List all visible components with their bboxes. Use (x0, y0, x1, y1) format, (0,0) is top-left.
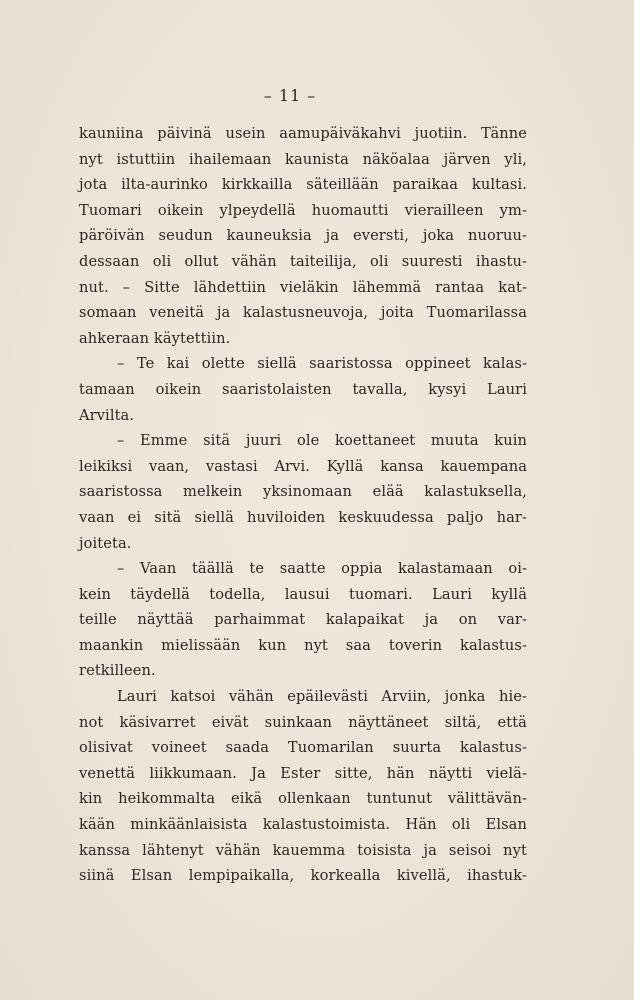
text-line: joiteta. (79, 534, 132, 552)
text-line: Arvilta. (79, 406, 135, 424)
text-line: teille näyttää parhaimmat kalapaikat ja on var- (79, 611, 527, 629)
text-line: – Emme sitä juuri ole koettaneet muuta kuin (117, 432, 527, 450)
text-line: leikiksi vaan, vastasi Arvi. Kyllä kansa kauempana (79, 457, 527, 475)
text-line: not käsivarret eivät suinkaan näyttäneet siltä, että (79, 713, 527, 731)
text-line: maankin mielissään kun nyt saa toverin kalastus- (79, 636, 527, 654)
text-line: nyt istuttiin ihailemaan kaunista näköalaa järven yli, (79, 150, 527, 168)
text-line: venettä liikkumaan. Ja Ester sitte, hän näytti vielä- (79, 764, 527, 782)
text-line: – Vaan täällä te saatte oppia kalastamaan oi- (117, 560, 527, 578)
text-line: tamaan oikein saaristolaisten tavalla, kysyi Lauri (79, 380, 527, 398)
text-line: retkilleen. (79, 662, 156, 680)
page-number: – 11 – (263, 86, 317, 105)
body-text (79, 121, 527, 889)
text-line: dessaan oli ollut vähän taiteilija, oli suuresti ihastu- (79, 252, 527, 270)
text-line: ahkeraan käytettiin. (79, 329, 231, 347)
text-line: nut. – Sitte lähdettiin vieläkin lähemmä rantaa kat- (79, 278, 527, 296)
text-line: saaristossa melkein yksinomaan elää kalastuksella, (79, 483, 527, 501)
text-line: kanssa lähtenyt vähän kauemma toisista ja seisoi nyt (79, 841, 527, 859)
text-line: siinä Elsan lempipaikalla, korkealla kivellä, ihastuk- (79, 867, 527, 885)
text-line: jota ilta-aurinko kirkkailla säteillään paraikaa kultasi. (79, 176, 527, 194)
text-line: päröivän seudun kauneuksia ja eversti, joka nuoruu- (79, 227, 527, 245)
text-line: somaan veneitä ja kalastusneuvoja, joita Tuomarilassa (79, 304, 527, 322)
text-line: – Te kai olette siellä saaristossa oppineet kalas- (117, 355, 527, 373)
text-line: kauniina päivinä usein aamupäiväkahvi juotiin. Tänne (79, 125, 527, 142)
text-line: kein täydellä todella, lausui tuomari. Lauri kyllä (79, 585, 527, 603)
text-line: kin heikommalta eikä ollenkaan tuntunut välittävän- (79, 790, 527, 808)
text-line: olisivat voineet saada Tuomarilan suurta kalastus- (79, 739, 527, 757)
text-line: Tuomari oikein ylpeydellä huomautti vierailleen ym- (79, 201, 527, 219)
text-line: kään minkäänlaisista kalastustoimista. Hän oli Elsan (79, 816, 527, 834)
text-line: Lauri katsoi vähän epäilevästi Arviin, jonka hie- (117, 688, 527, 706)
text-line: vaan ei sitä siellä huviloiden keskuudessa paljo har- (79, 508, 527, 526)
